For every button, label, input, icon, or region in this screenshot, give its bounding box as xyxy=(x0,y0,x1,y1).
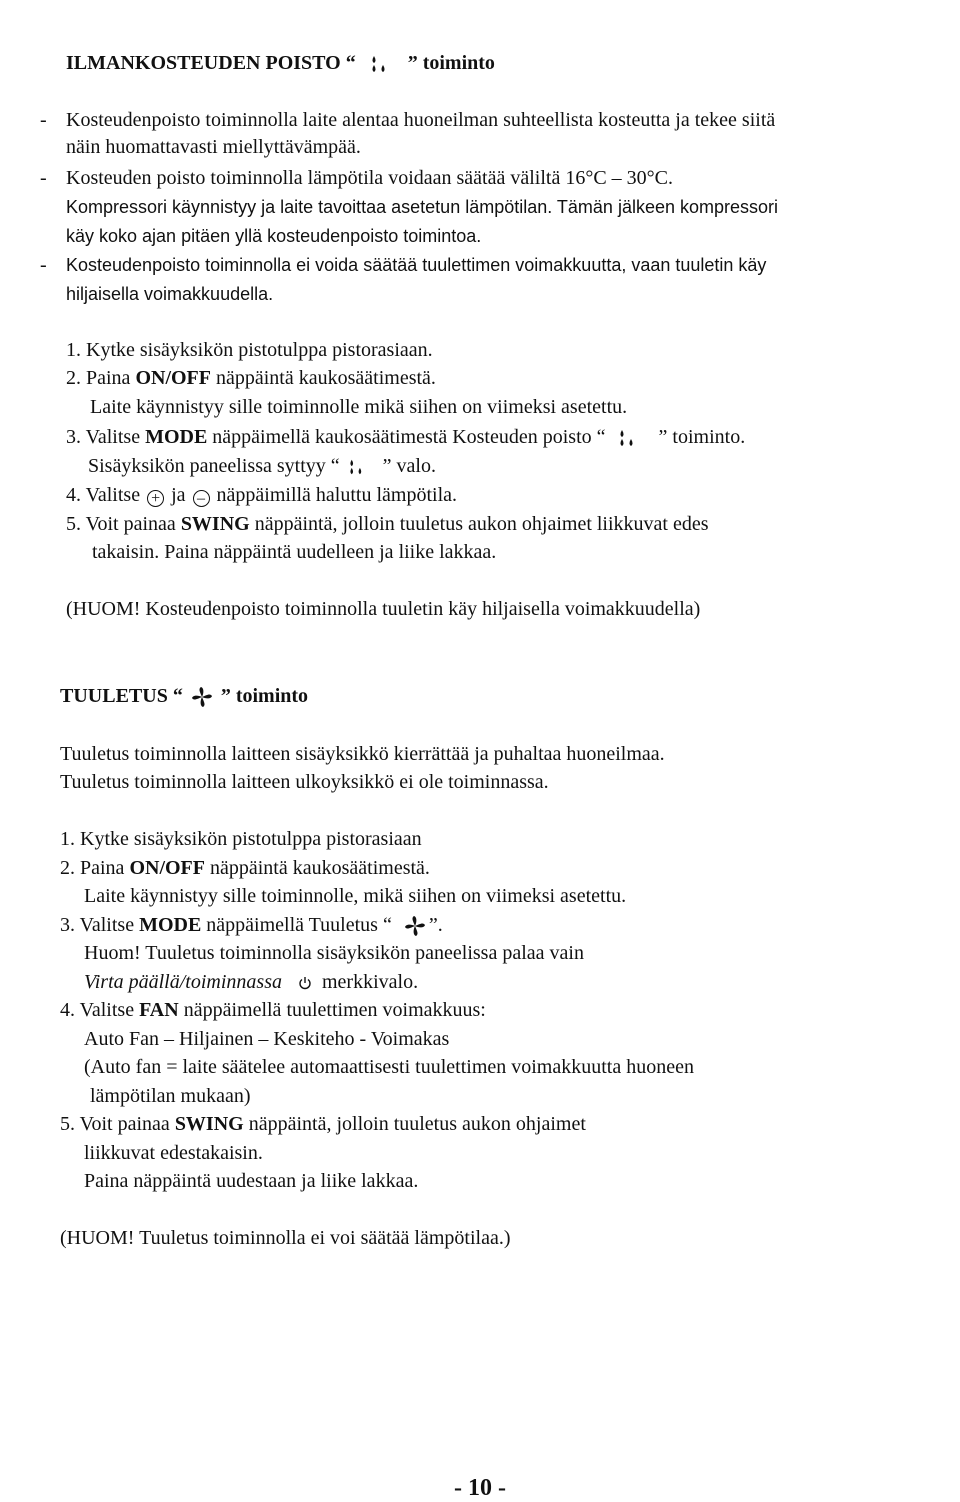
mode-key-label: MODE xyxy=(145,426,208,448)
step-text: merkkivalo. xyxy=(316,971,419,993)
s2-step1: 1. Kytke sisäyksikön pistotulppa pistorasiaan xyxy=(60,828,422,850)
step-text: 2. Paina xyxy=(60,857,130,879)
step-text: 5. Voit painaa xyxy=(66,513,181,535)
s1-step3-line2 xyxy=(88,454,436,478)
title-text-post: ” toiminto xyxy=(407,52,495,74)
bullet2-line2: Kompressori käynnistyy ja laite tavoittaa asetetun lämpötilan. Tämän jälkeen kompressori xyxy=(66,197,779,217)
s2-step2-line2: Laite käynnistyy sille toiminnolle, mikä siihen on viimeksi asetettu. xyxy=(84,885,627,907)
step-text: näppäimellä Tuuletus “ xyxy=(201,914,392,936)
bullet3-line1: Kosteudenpoisto toiminnolla ei voida säätää tuulettimen voimakkuutta, vaan tuuletin käy xyxy=(66,255,767,275)
s2-step5 xyxy=(60,1112,586,1136)
s2-intro-line1: Tuuletus toiminnolla laitteen sisäyksikkö kierrättää ja puhaltaa huoneilmaa. xyxy=(60,743,665,765)
title-text-pre: TUULETUS “ xyxy=(60,685,183,707)
step-text: ja xyxy=(166,484,191,506)
s2-step4-line2: Auto Fan – Hiljainen – Keskiteho - Voimakas xyxy=(84,1028,450,1050)
section2-title xyxy=(60,684,308,709)
dehumidify-drops-icon xyxy=(367,53,397,75)
swing-key-label: SWING xyxy=(174,1113,244,1135)
plus-button-icon: + xyxy=(147,490,164,507)
step-text: 2. Paina xyxy=(66,367,136,389)
section1-title xyxy=(66,51,495,75)
bullet-dash: - xyxy=(40,167,47,189)
s2-step5-line2: liikkuvat edestakaisin. xyxy=(84,1142,263,1164)
step-text: näppäintä kaukosäätimestä. xyxy=(204,857,430,879)
s2-step4-line3: (Auto fan = laite säätelee automaattisesti tuulettimen voimakkuutta huoneen xyxy=(84,1056,694,1078)
step-text: Sisäyksikön paneelissa syttyy “ xyxy=(88,455,340,477)
power-icon xyxy=(297,975,313,991)
fan-icon xyxy=(190,685,214,709)
bullet3-line2: hiljaisella voimakkuudella. xyxy=(66,284,274,304)
power-indicator-label: Virta päällä/toiminnassa xyxy=(84,971,282,993)
swing-key-label: SWING xyxy=(180,513,250,535)
s2-step4 xyxy=(60,998,486,1022)
step-text: 4. Valitse xyxy=(66,484,146,506)
s2-step3 xyxy=(60,913,443,938)
s1-step1: 1. Kytke sisäyksikön pistotulppa pistorasiaan. xyxy=(66,339,433,361)
s1-step2-line2: Laite käynnistyy sille toiminnolle mikä siihen on viimeksi asetettu. xyxy=(90,396,628,418)
s2-intro-line2: Tuuletus toiminnolla laitteen ulkoyksikkö ei ole toiminnassa. xyxy=(60,771,549,793)
title-text-pre: ILMANKOSTEUDEN POISTO “ xyxy=(66,52,356,74)
minus-button-icon: – xyxy=(193,490,210,507)
s1-step3 xyxy=(66,425,745,449)
s1-note: (HUOM! Kosteudenpoisto toiminnolla tuuletin käy hiljaisella voimakkuudella) xyxy=(66,598,701,620)
bullet1-line1: Kosteudenpoisto toiminnolla laite alentaa huoneilman suhteellista kosteutta ja tekee siitä xyxy=(66,109,776,131)
step-text: näppäintä kaukosäätimestä. xyxy=(210,367,436,389)
s1-step5-line2: takaisin. Paina näppäintä uudelleen ja liike lakkaa. xyxy=(92,541,497,563)
step-text: näppäintä, jolloin tuuletus aukon ohjaimet liikkuvat edes xyxy=(249,513,709,535)
step-text: näppäimellä tuulettimen voimakkuus: xyxy=(178,999,486,1021)
dehumidify-drops-icon xyxy=(615,427,645,449)
s1-step2 xyxy=(66,366,436,390)
s2-step3-line3 xyxy=(84,970,418,994)
bullet2-line1: Kosteuden poisto toiminnolla lämpötila voidaan säätää väliltä 16°C – 30°C. xyxy=(66,167,674,189)
bullet1-line2: näin huomattavasti miellyttävämpää. xyxy=(66,136,361,158)
s2-step3-line2: Huom! Tuuletus toiminnolla sisäyksikön paneelissa palaa vain xyxy=(84,942,584,964)
bullet2-line3: käy koko ajan pitäen yllä kosteudenpoisto toimintoa. xyxy=(66,226,482,246)
bullet-dash: - xyxy=(40,254,47,276)
step-text: 3. Valitse xyxy=(66,426,146,448)
page-number: - 10 - xyxy=(454,1475,506,1501)
title-text-post: ” toiminto xyxy=(220,685,309,707)
step-text: näppäimillä haluttu lämpötila. xyxy=(211,484,458,506)
s2-step4-line4: lämpötilan mukaan) xyxy=(90,1085,251,1107)
step-text: näppäintä, jolloin tuuletus aukon ohjaimet xyxy=(243,1113,586,1135)
fan-key-label: FAN xyxy=(139,999,179,1021)
dehumidify-drops-icon xyxy=(345,457,373,477)
step-text: 5. Voit painaa xyxy=(60,1113,175,1135)
fan-icon xyxy=(403,914,427,938)
onoff-key-label: ON/OFF xyxy=(135,367,211,389)
bullet-dash: - xyxy=(40,109,47,131)
step-text: 3. Valitse xyxy=(60,914,140,936)
mode-key-label: MODE xyxy=(139,914,202,936)
s1-step5 xyxy=(66,512,709,536)
s1-step4 xyxy=(66,483,457,507)
step-text: ” valo. xyxy=(382,455,436,477)
step-text: 4. Valitse xyxy=(60,999,140,1021)
step-text: ” toiminto. xyxy=(658,426,746,448)
s2-note: (HUOM! Tuuletus toiminnolla ei voi säätää lämpötilaa.) xyxy=(60,1227,511,1249)
s2-step5-line3: Paina näppäintä uudestaan ja liike lakkaa. xyxy=(84,1170,419,1192)
step-text: näppäimellä kaukosäätimestä Kosteuden poisto “ xyxy=(207,426,606,448)
onoff-key-label: ON/OFF xyxy=(129,857,205,879)
s2-step2 xyxy=(60,856,430,880)
step-text: ”. xyxy=(428,914,443,936)
